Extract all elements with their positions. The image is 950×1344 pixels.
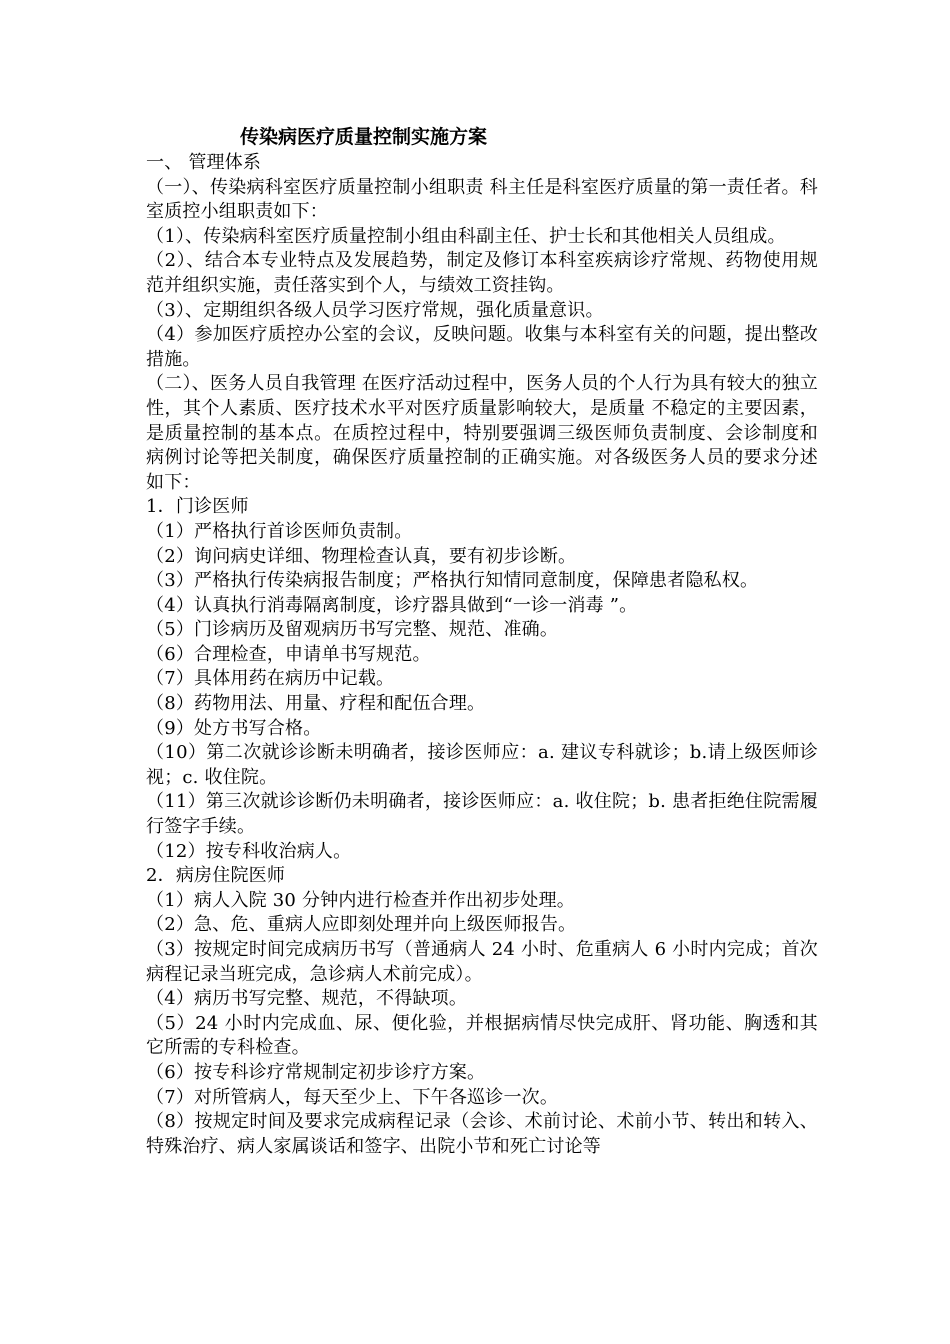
paragraph: （2）、结合本专业特点及发展趋势，制定及修订本科室疾病诊疗常规、药物使用规范并组织实施，责任落实到个人，与绩效工资挂钩。 [146,250,818,296]
list-item: （7）具体用药在病历中记载。 [146,668,395,690]
list-item: （2）急、危、重病人应即刻处理并向上级医师报告。 [146,914,577,936]
list-item: （3）严格执行传染病报告制度；严格执行知情同意制度，保障患者隐私权。 [146,570,759,592]
list-item: （5）门诊病历及留观病历书写完整、规范、准确。 [146,619,559,641]
list-item: （8）药物用法、用量、疗程和配伍合理。 [146,693,486,715]
list-item: （4）病历书写完整、规范，不得缺项。 [146,988,468,1010]
list-item: （7）对所管病人，每天至少上、下午各巡诊一次。 [146,1086,559,1108]
heading-ward-resident: 2．病房住院医师 [146,865,286,887]
list-item: （4）认真执行消毒隔离制度，诊疗器具做到“一诊一消毒 ”。 [146,594,638,616]
list-item: （12）按专科收治病人。 [146,840,352,862]
subsection-self-management: （二）、医务人员自我管理 在医疗活动过程中，医务人员的个人行为具有较大的独立性，其个人素质、医疗技术水平对医疗质量影响较大，是质量 不稳定的主要因素，是质量控制的基本点。在质控过程中，特别要强调三级医师负责制度、会诊制度和病例讨论等把关制度，确保医疗质量控制的正确实施。对各级医务人员的要求分述如下： [146,373,818,493]
list-item: （5）24 小时内完成血、尿、便化验，并根据病情尽快完成肝、肾功能、胸透和其它所需的专科检查。 [146,1012,818,1059]
list-item: （9）处方书写合格。 [146,717,322,739]
document-title: 传染病医疗质量控制实施方案 [240,126,488,148]
list-item: （3）按规定时间完成病历书写（普通病人 24 小时、危重病人 6 小时内完成；首次病程记录当班完成，急诊病人术前完成）。 [146,939,818,985]
list-item: （6）合理检查，申请单书写规范。 [146,643,431,665]
document-body [146,151,818,1159]
heading-outpatient-doctor: 1．门诊医师 [146,496,249,518]
paragraph: （1）、传染病科室医疗质量控制小组由科副主任、护士长和其他相关人员组成。 [146,225,786,247]
paragraph: （3）、定期组织各级人员学习医疗常规，强化质量意识。 [146,299,604,321]
list-item: （1）严格执行首诊医师负责制。 [146,520,413,542]
subsection-quality-control-group: （一）、传染病科室医疗质量控制小组职责 科主任是科室医疗质量的第一责任者。科室质控小组职责如下： [146,176,818,223]
section-heading-management-system: 一、 管理体系 [146,152,262,173]
list-item: （8）按规定时间及要求完成病程记录（会诊、术前讨论、术前小节、转出和转入、特殊治疗、病人家属谈话和签字、出院小节和死亡讨论等 [146,1111,818,1157]
list-item: （6）按专科诊疗常规制定初步诊疗方案。 [146,1061,486,1083]
list-item: （10）第二次就诊诊断未明确者，接诊医师应：a. 建议专科就诊；b.请上级医师诊视；c. 收住院。 [146,742,818,788]
list-item: （1）病人入院 30 分钟内进行检查并作出初步处理。 [146,889,575,911]
document-page [146,124,818,1159]
list-item: （2）询问病史详细、物理检查认真，要有初步诊断。 [146,545,577,567]
list-item: （11）第三次就诊诊断仍未明确者，接诊医师应：a. 收住院；b. 患者拒绝住院需履行签字手续。 [146,791,818,838]
paragraph: （4）参加医疗质控办公室的会议，反映问题。收集与本科室有关的问题，提出整改措施。 [146,324,818,370]
